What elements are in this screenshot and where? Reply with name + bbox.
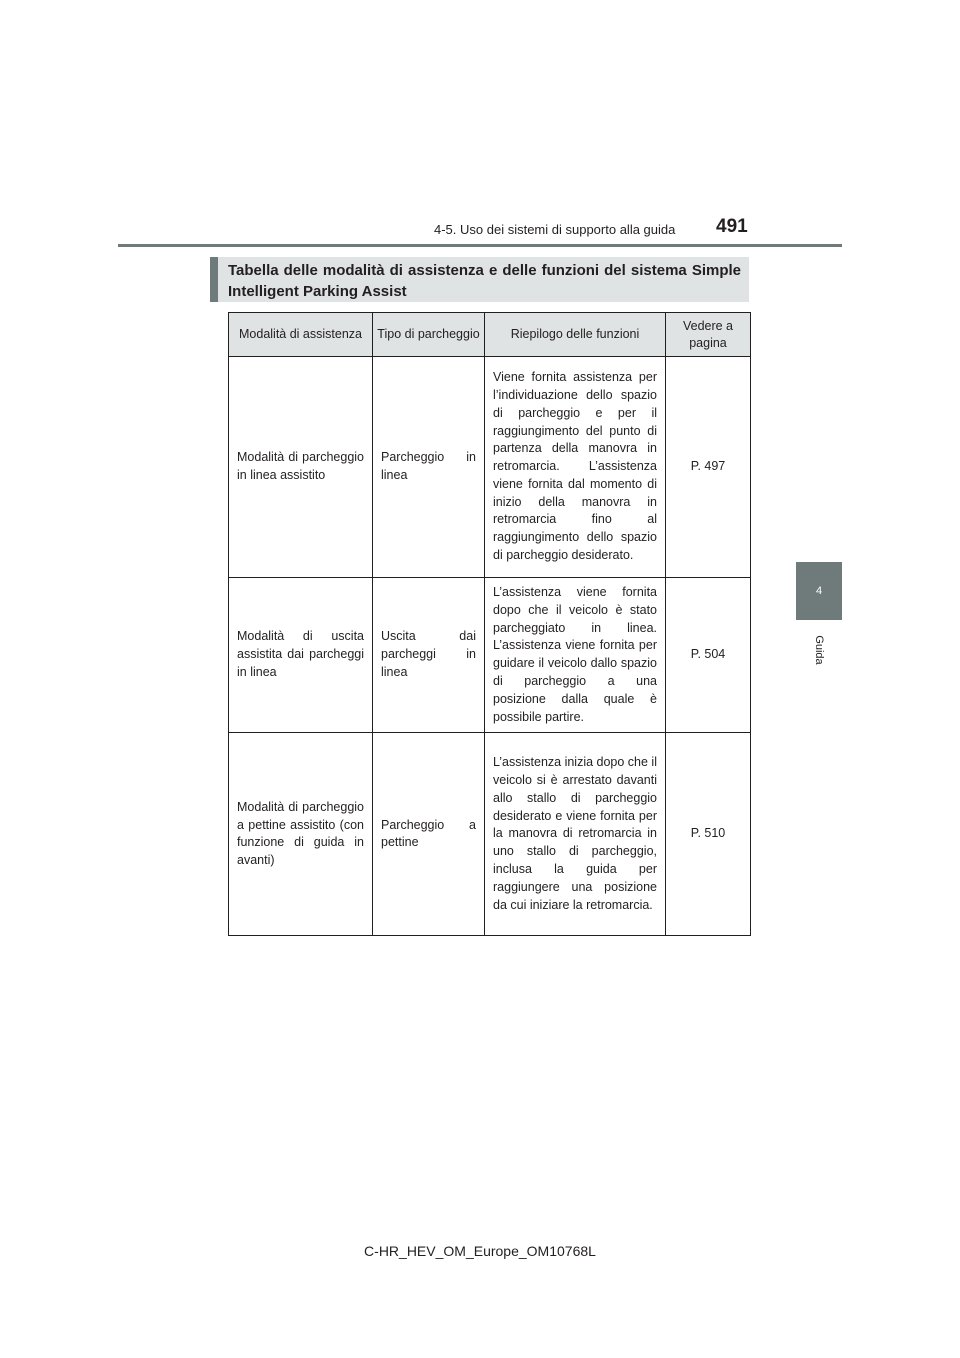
cell-type: Parcheggio a pettine xyxy=(373,733,485,936)
table-row xyxy=(229,357,751,578)
footer-doc-id: C-HR_HEV_OM_Europe_OM10768L xyxy=(364,1243,596,1259)
cell-summary: Viene fornita assistenza per l’individuazione dello spazio di parcheggio e per il raggiungimento del punto di partenza della manovra in retromarcia. L’assistenza viene fornita dal momento di inizio della manovra in retromarcia fino al raggiungimento dello spazio di parcheggio desiderato. xyxy=(485,357,666,578)
column-header-summary: Riepilogo delle funzioni xyxy=(485,313,666,357)
cell-summary: L’assistenza inizia dopo che il veicolo si è arrestato davanti allo stallo di parcheggio desiderato e viene fornita per la manovra di retromarcia in uno stallo di parcheggio, inclusa la guida per raggiungere una posizione da cui iniziare la retromarcia. xyxy=(485,733,666,936)
header-section-title: 4-5. Uso dei sistemi di supporto alla guida xyxy=(434,222,676,237)
column-header-mode: Modalità di assistenza xyxy=(229,313,373,357)
section-heading: Tabella delle modalità di assistenza e delle funzioni del sistema Simple Intelligent Parking Assist xyxy=(210,257,749,302)
header-rule xyxy=(118,244,842,247)
cell-mode: Modalità di uscita assistita dai parcheggi in linea xyxy=(229,578,373,733)
chapter-tab: 4 xyxy=(796,562,842,620)
table-row xyxy=(229,733,751,936)
column-header-type: Tipo di parcheggio xyxy=(373,313,485,357)
column-header-page: Vedere a pagina xyxy=(666,313,751,357)
cell-mode: Modalità di parcheggio a pettine assistito (con funzione di guida in avanti) xyxy=(229,733,373,936)
cell-type: Parcheggio in linea xyxy=(373,357,485,578)
cell-page: P. 510 xyxy=(666,733,751,936)
table-header-row xyxy=(229,313,751,357)
cell-mode: Modalità di parcheggio in linea assistito xyxy=(229,357,373,578)
cell-type: Uscita dai parcheggi in linea xyxy=(373,578,485,733)
assistance-modes-table xyxy=(228,312,751,936)
page-number: 491 xyxy=(716,216,748,237)
cell-page: P. 504 xyxy=(666,578,751,733)
chapter-label: Guida xyxy=(813,635,825,665)
table-row xyxy=(229,578,751,733)
cell-page: P. 497 xyxy=(666,357,751,578)
cell-summary: L’assistenza viene fornita dopo che il veicolo è stato parcheggiato in linea. L’assistenza viene fornita per guidare il veicolo dallo spazio di parcheggio a una posizione dalla quale è possibile partire. xyxy=(485,578,666,733)
